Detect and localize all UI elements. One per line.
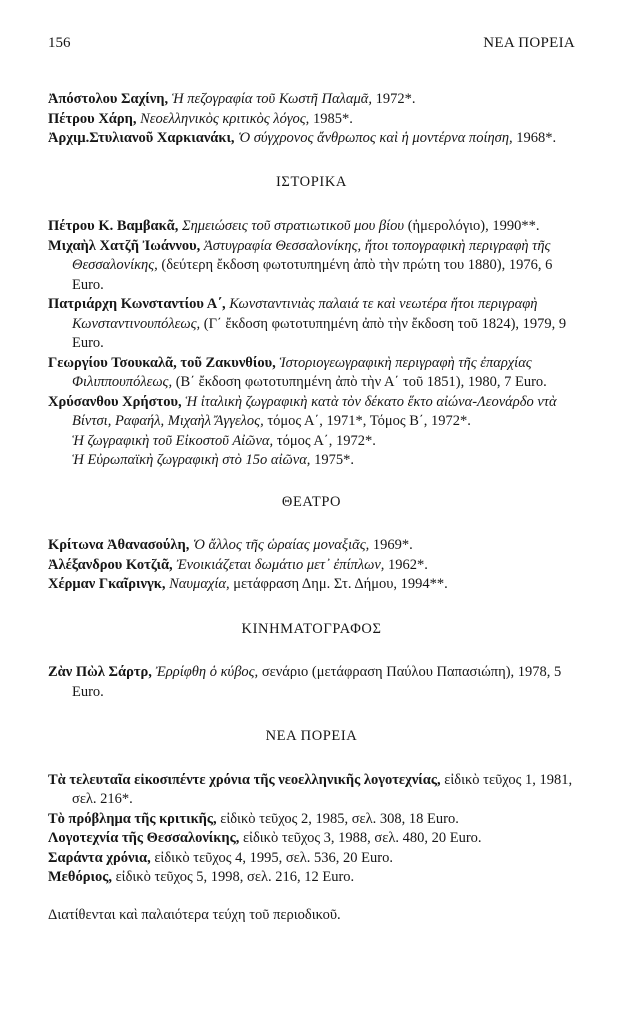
- catalog-entry: [48, 237, 575, 296]
- entry-author: Πατριάρχη Κωνσταντίου Α΄,: [48, 296, 226, 312]
- entry-author: Ἀρχιμ.Στυλιανοῦ Χαρκιανάκι,: [48, 130, 235, 146]
- entry-details: 1975*.: [310, 452, 354, 468]
- entry-details: σενάριο (μετάφραση Παύλου Παπασιώπη), 1978, 5 Euro.: [72, 664, 562, 700]
- section-heading-kinimatografos: ΚΙΝΗΜΑΤΟΓΡΑΦΟΣ: [241, 620, 382, 637]
- entry-author: Χέρμαν Γκαῖρινγκ,: [48, 576, 166, 592]
- catalog-entry: [48, 295, 575, 354]
- entry-title: Νεοελληνικὸς κριτικὸς λόγος,: [140, 110, 310, 127]
- catalog-entry: [48, 110, 575, 130]
- catalog-entry: [48, 354, 575, 393]
- entry-details: εἰδικὸ τεῦχος 4, 1995, σελ. 536, 20 Euro.: [150, 849, 393, 866]
- entry-title: Ἡ ἰταλικὴ ζωγραφικὴ κατὰ τὸν δέκατο ἕκτο αἰώνα-Λεονάρδο ντὰ Βίντσι, Ραφαήλ, Μιχαὴλ Ἄγγελος,: [72, 393, 557, 429]
- entry-details: 1968*.: [512, 130, 557, 146]
- entry-author: Χρύσανθου Χρήστου,: [48, 393, 182, 410]
- catalog-entry: [48, 393, 575, 432]
- entry-details: εἰδικὸ τεῦχος 2, 1985, σελ. 308, 18 Euro.: [216, 810, 459, 827]
- entry-title: Ἱστοριογεωγραφικὴ περιγραφὴ τῆς ἐπαρχίας Φιλιππουπόλεως,: [72, 354, 532, 390]
- entry-author: Ζὰν Πὼλ Σάρτρ,: [48, 664, 152, 680]
- entry-title-bold: Σαράντα χρόνια,: [48, 849, 151, 866]
- section-heading-theatro: ΘΕΑΤΡΟ: [281, 493, 342, 510]
- entry-title: Ἐνοικιάζεται δωμάτιο μετ᾽ ἐπίπλων,: [176, 556, 385, 573]
- catalog-entry: [48, 868, 575, 888]
- entry-title: Σημειώσεις τοῦ στρατιωτικοῦ μου βίου: [181, 218, 405, 234]
- entry-title: Κωνσταντινιὰς παλαιά τε καὶ νεωτέρα ἤτοι περιγραφὴ Κωνσταντινουπόλεως,: [72, 296, 538, 332]
- entry-details: μετάφραση Δημ. Στ. Δήμου, 1994**.: [229, 576, 448, 592]
- catalog-entry: [48, 771, 575, 810]
- entry-author: Γεωργίου Τσουκαλᾶ, τοῦ Ζακυνθίου,: [48, 354, 276, 371]
- entry-title: Ἡ πεζογραφία τοῦ Κωστῆ Παλαμᾶ,: [171, 91, 372, 107]
- entry-author: Πέτρου Χάρη,: [48, 110, 137, 127]
- entry-details: εἰδικὸ τεῦχος 1, 1981, σελ. 216*.: [72, 771, 573, 807]
- entry-details: 1985*.: [309, 110, 353, 127]
- catalog-entry: [48, 129, 575, 149]
- entry-details: (ἡμερολόγιο), 1990**.: [404, 218, 540, 234]
- entry-details: τόμος Α΄, 1972*.: [273, 432, 376, 449]
- entry-author: Ἀλέξανδρου Κοτζιᾶ,: [48, 556, 173, 573]
- section-heading-nea-poreia: ΝΕΑ ΠΟΡΕΙΑ: [265, 728, 358, 744]
- entry-details: (Β΄ ἔκδοση φωτοτυπημένη ἀπὸ τὴν Α΄ τοῦ 1851), 1980, 7 Euro.: [172, 374, 547, 390]
- entry-details: 1969*.: [369, 537, 413, 553]
- catalog-entry: [48, 663, 575, 702]
- entry-author: Πέτρου Κ. Βαμβακᾶ,: [48, 218, 179, 234]
- entry-title: Ἐρρίφθη ὁ κύβος,: [155, 664, 259, 680]
- entry-title: Ἡ Εὐρωπαϊκὴ ζωγραφικὴ στὸ 15ο αἰῶνα,: [72, 452, 311, 468]
- running-head: ΝΕΑ ΠΟΡΕΙΑ: [483, 35, 575, 51]
- entry-details: τόμος Α΄, 1971*, Τόμος Β΄, 1972*.: [263, 413, 471, 429]
- entry-author: Ἀπόστολου Σαχίνη,: [48, 91, 169, 107]
- entry-title-bold: Τὸ πρόβλημα τῆς κριτικῆς,: [48, 810, 217, 827]
- catalog-sub-entry: [48, 451, 575, 471]
- entry-details: εἰδικὸ τεῦχος 3, 1988, σελ. 480, 20 Euro.: [239, 830, 482, 846]
- entry-details: (Γ΄ ἔκδοση φωτοτυπημένη ἀπὸ τὴν ἔκδοση τοῦ 1824), 1979, 9 Euro.: [72, 315, 567, 351]
- entry-details: 1972*.: [371, 91, 416, 107]
- entry-title: Ἀστυγραφία Θεσσαλονίκης, ἤτοι τοπογραφικὴ περιγραφὴ τῆς Θεσσαλονίκης,: [72, 237, 551, 273]
- entry-author: Κρίτωνα Ἀθανασούλη,: [48, 537, 190, 553]
- catalog-entry: [48, 829, 575, 849]
- entry-title-bold: Μεθόριος,: [48, 869, 112, 885]
- entry-title: Ναυμαχία,: [169, 576, 230, 592]
- entry-author: Μιχαὴλ Χατζῆ Ἰωάννου,: [48, 237, 201, 254]
- entry-details: (δεύτερη ἔκδοση φωτοτυπημένη ἀπὸ τὴν πρώτη του 1880), 1976, 6 Euro.: [72, 257, 553, 293]
- entry-title: Ὁ σύγχρονος ἄνθρωπος καὶ ἡ μοντέρνα ποίηση,: [238, 130, 513, 146]
- catalog-entry: [48, 556, 575, 576]
- catalog-sub-entry: [48, 432, 575, 452]
- catalog-entry: [48, 90, 575, 110]
- catalog-entry: [48, 810, 575, 830]
- section-heading-historika: ΙΣΤΟΡΙΚΑ: [276, 173, 347, 190]
- catalog-entry: [48, 217, 575, 237]
- entry-title-bold: Λογοτεχνία τῆς Θεσσαλονίκης,: [48, 830, 240, 846]
- catalog-entry: [48, 536, 575, 556]
- availability-note: Διατίθενται καὶ παλαιότερα τεύχη τοῦ περιοδικοῦ.: [48, 906, 341, 923]
- entry-title-bold: Τὰ τελευταῖα εἰκοσιπέντε χρόνια τῆς νεοελληνικῆς λογοτεχνίας,: [48, 771, 441, 788]
- page-header: [48, 34, 575, 54]
- catalog-entry: [48, 575, 575, 595]
- entry-title: Ὁ ἄλλος τῆς ὡραίας μοναξιᾶς,: [193, 537, 370, 553]
- page-number: 156: [48, 35, 71, 51]
- entry-details: 1962*.: [384, 556, 428, 573]
- entry-title: Ἡ ζωγραφικὴ τοῦ Εἰκοστοῦ Αἰῶνα,: [72, 432, 274, 449]
- catalog-entry: [48, 849, 575, 869]
- entry-details: εἰδικὸ τεῦχος 5, 1998, σελ. 216, 12 Euro.: [111, 869, 355, 885]
- catalog-content: [48, 90, 575, 940]
